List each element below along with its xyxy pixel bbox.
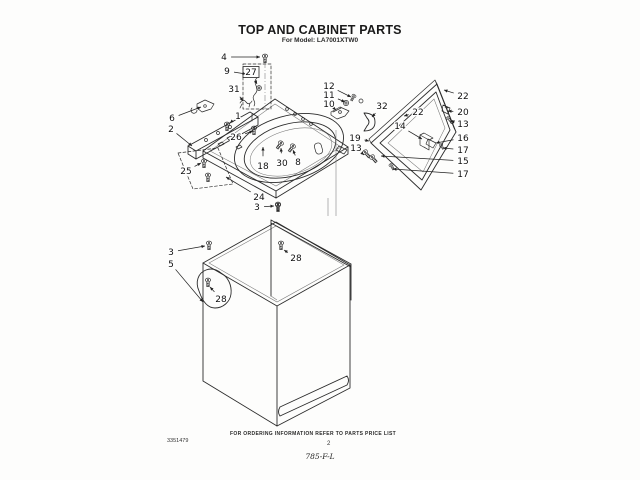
plate-code: 785-F-L [305, 452, 335, 461]
callout-9: 9 [224, 67, 230, 77]
callout-leader [381, 156, 453, 160]
callout-32: 32 [376, 102, 388, 112]
page-title: TOP AND CABINET PARTS [238, 23, 402, 37]
callout-22: 22 [412, 108, 424, 118]
callout-15: 15 [457, 157, 469, 167]
callout-arrowhead [270, 205, 274, 208]
callout-arrowhead [201, 245, 205, 248]
callout-arrowhead [249, 131, 253, 134]
ordering-note: FOR ORDERING INFORMATION REFER TO PARTS PRICE LIST [229, 431, 397, 437]
callout-arrowhead [393, 168, 397, 171]
callout-3: 3 [254, 203, 260, 213]
callout-19: 19 [349, 134, 361, 144]
document-number: 3351479 [167, 438, 189, 444]
callout-13: 13 [350, 144, 362, 154]
callout-22: 22 [457, 92, 469, 102]
callout-1: 1 [235, 112, 241, 122]
callout-5: 5 [168, 260, 174, 270]
callout-28: 28 [215, 295, 227, 305]
callout-arrowhead [261, 147, 264, 151]
callout-30: 30 [276, 159, 288, 169]
callout-16: 16 [457, 134, 469, 144]
callout-arrowhead [240, 97, 243, 101]
callout-17: 17 [457, 146, 469, 156]
callout-leader [176, 269, 203, 302]
model-subtitle: For Model: LA7001XTW0 [281, 37, 359, 44]
callout-11: 11 [323, 91, 335, 101]
callout-arrowhead [284, 250, 288, 253]
callout-10: 10 [323, 100, 335, 110]
callout-20: 20 [457, 108, 469, 118]
callout-12: 12 [323, 82, 335, 92]
lid-drawing [362, 80, 456, 190]
callout-2: 2 [168, 125, 174, 135]
callout-arrowhead [280, 148, 283, 152]
callout-leader [178, 246, 205, 251]
callout-arrowhead [444, 90, 448, 93]
callout-25: 25 [180, 167, 192, 177]
callout-14: 14 [394, 122, 406, 132]
callout-27: 27 [245, 68, 257, 78]
callout-arrowhead [436, 141, 440, 144]
callout-24: 24 [253, 193, 265, 203]
callout-26: 26 [230, 133, 242, 143]
callout-17: 17 [457, 170, 469, 180]
callout-arrowhead [365, 139, 369, 142]
callout-31: 31 [228, 85, 240, 95]
callout-6: 6 [169, 114, 175, 124]
callout-4: 4 [221, 53, 227, 63]
callout-3: 3 [168, 248, 174, 258]
page-number: 2 [327, 441, 331, 447]
callout-arrowhead [381, 155, 385, 158]
callout-arrowhead [257, 55, 261, 58]
callout-13: 13 [457, 120, 469, 130]
top-panel-drawing [178, 54, 375, 216]
callout-leader [179, 107, 201, 115]
callout-layer [168, 53, 469, 305]
callout-8: 8 [295, 158, 301, 168]
callout-28: 28 [290, 254, 302, 264]
callout-18: 18 [257, 162, 269, 172]
cabinet-drawing [197, 203, 351, 426]
